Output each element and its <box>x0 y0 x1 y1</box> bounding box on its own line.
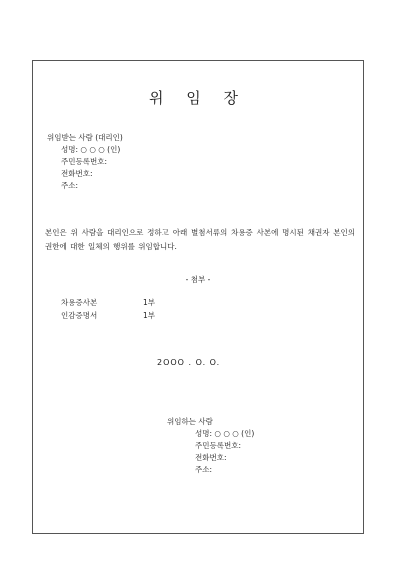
agent-address-label: 주소: <box>61 181 79 190</box>
delegation-statement: 본인은 위 사람을 대리인으로 정하고 아래 별첨서류의 차용증 사본에 명시된 채권자 본인의 권한에 대한 일체의 행위를 위임합니다. <box>45 228 355 251</box>
document-title: 위 임 장 <box>148 89 247 107</box>
agent-heading: 위임받는 사람 (대리인) <box>47 133 123 142</box>
attachment-item-name: 인감증명서 <box>61 311 98 320</box>
document-date: 2OOO . O. O. <box>157 358 221 367</box>
principal-heading: 위임하는 사람 <box>167 417 213 426</box>
attachment-item-count: 1부 <box>143 311 156 320</box>
agent-phone-label: 전화번호: <box>61 169 93 178</box>
attachment-item-name: 차용증사본 <box>61 298 98 307</box>
agent-name-label: 성명: ○ ○ ○ (인) <box>61 145 121 154</box>
document-frame <box>32 60 364 534</box>
principal-phone-label: 전화번호: <box>195 453 227 462</box>
principal-address-label: 주소: <box>195 465 213 474</box>
agent-resident-id-label: 주민등록번호: <box>61 157 107 166</box>
principal-resident-id-label: 주민등록번호: <box>195 441 241 450</box>
principal-name-label: 성명: ○ ○ ○ (인) <box>195 429 255 438</box>
attachment-item-count: 1부 <box>143 298 156 307</box>
attachments-heading: - 첨부 - <box>185 275 211 284</box>
